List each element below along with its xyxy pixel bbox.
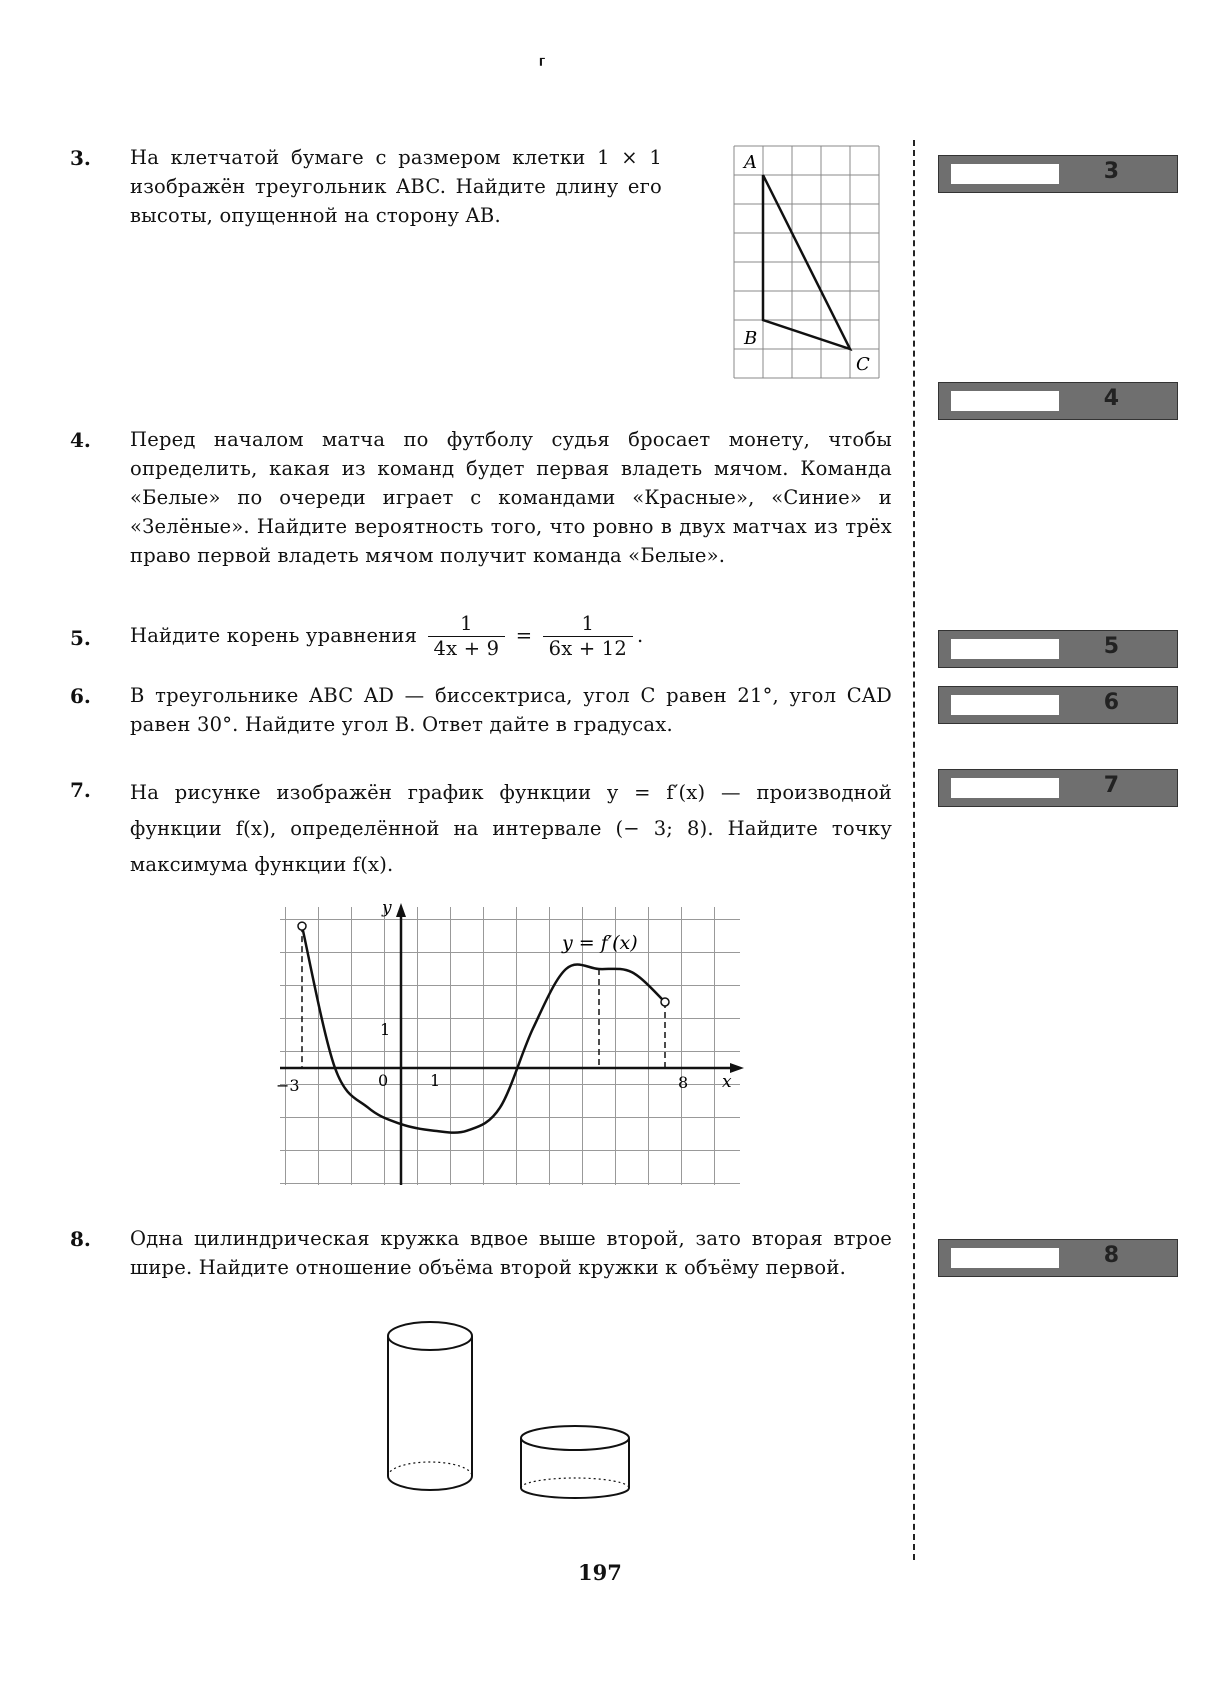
y-axis-label: y [382, 898, 392, 918]
problem-8-number: 8. [70, 1227, 91, 1251]
fraction-right [543, 612, 633, 661]
answer-box-6[interactable] [938, 686, 1178, 724]
answer-label-8: 8 [1103, 1243, 1119, 1268]
fraction-right-num: 1 [543, 612, 633, 637]
answer-field-7[interactable] [951, 778, 1059, 798]
tick-label-x-1: 1 [430, 1071, 441, 1090]
answer-field-3[interactable] [951, 164, 1059, 184]
vertex-b-label: B [744, 328, 758, 349]
problem-3-text: На клетчатой бумаге с размером клетки 1 × 1 изображён треугольник ABC. Найдите длину его высоты, опущенной на сторону AB. [130, 146, 662, 227]
problem-7-number: 7. [70, 778, 91, 802]
problem-4-text: Перед началом матча по футболу судья бросает монету, чтобы определить, какая из команд будет первая владеть мячом. Команда «Белые» по очереди играет с командами «Красные», «Синие» и «Зелёные». Найдите вероятность того, что ровно в двух матчах из трёх право первой владеть мячом получит команда «Белые». [130, 428, 892, 567]
derivative-graph [270, 895, 750, 1195]
equals-sign: = [515, 624, 533, 647]
x-axis-label: x [722, 1072, 732, 1092]
problem-5-number: 5. [70, 626, 91, 650]
problem-3-number: 3. [70, 146, 91, 170]
answer-box-7[interactable] [938, 769, 1178, 807]
problem-4-number: 4. [70, 428, 91, 452]
vertex-a-label: A [744, 152, 757, 173]
y-axis-arrow [396, 903, 406, 917]
answer-label-6: 6 [1103, 690, 1119, 715]
answer-field-8[interactable] [951, 1248, 1059, 1268]
problem-5-end: . [637, 624, 644, 647]
cut-line [913, 140, 915, 1560]
problem-8-text: Одна цилиндрическая кружка вдвое выше второй, зато вторая втрое шире. Найдите отношение объёма второй кружки к объёму первой. [130, 1227, 892, 1279]
top-mark: ⸢ [538, 56, 547, 81]
fraction-right-den: 6x + 12 [548, 637, 627, 660]
fraction-left [428, 612, 506, 661]
problem-5-lead: Найдите корень уравнения [130, 624, 418, 647]
open-endpoint-left [298, 922, 306, 930]
graph-title: y = f′(x) [562, 932, 638, 954]
answer-label-5: 5 [1103, 634, 1119, 659]
vertex-c-label: C [856, 354, 870, 375]
problem-7-text: На рисунке изображён график функции y = f′(x) — производной функции f(x), определённой на интервале (− 3; 8). Найдите точку максимума функции f(x). [130, 781, 892, 876]
fraction-left-num: 1 [428, 612, 506, 637]
fraction-left-den: 4x + 9 [433, 637, 500, 660]
tall-cylinder [388, 1322, 472, 1490]
page-number: 197 [578, 1560, 622, 1585]
wide-cylinder [521, 1426, 629, 1498]
answer-box-5[interactable] [938, 630, 1178, 668]
tick-label-y-1: 1 [380, 1020, 391, 1039]
answer-label-7: 7 [1103, 773, 1119, 798]
answer-field-5[interactable] [951, 639, 1059, 659]
answer-label-3: 3 [1103, 159, 1119, 184]
tick-label-x-8: 8 [678, 1073, 689, 1092]
answer-box-3[interactable] [938, 155, 1178, 193]
answer-box-8[interactable] [938, 1239, 1178, 1277]
answer-field-4[interactable] [951, 391, 1059, 411]
problem-6-text: В треугольнике ABC AD — биссектриса, угол C равен 21°, угол CAD равен 30°. Найдите угол B. Ответ дайте в градусах. [130, 684, 892, 736]
cylinders-figure [380, 1320, 640, 1500]
x-axis-arrow [730, 1063, 744, 1073]
answer-label-4: 4 [1103, 386, 1119, 411]
tick-label-minus-3: −3 [276, 1076, 300, 1095]
answer-box-4[interactable] [938, 382, 1178, 420]
problem-5-text [130, 612, 892, 661]
tick-label-origin: 0 [378, 1071, 389, 1090]
open-endpoint-right [661, 998, 669, 1006]
problem-6-number: 6. [70, 684, 91, 708]
triangle-grid-figure [732, 144, 884, 380]
answer-field-6[interactable] [951, 695, 1059, 715]
